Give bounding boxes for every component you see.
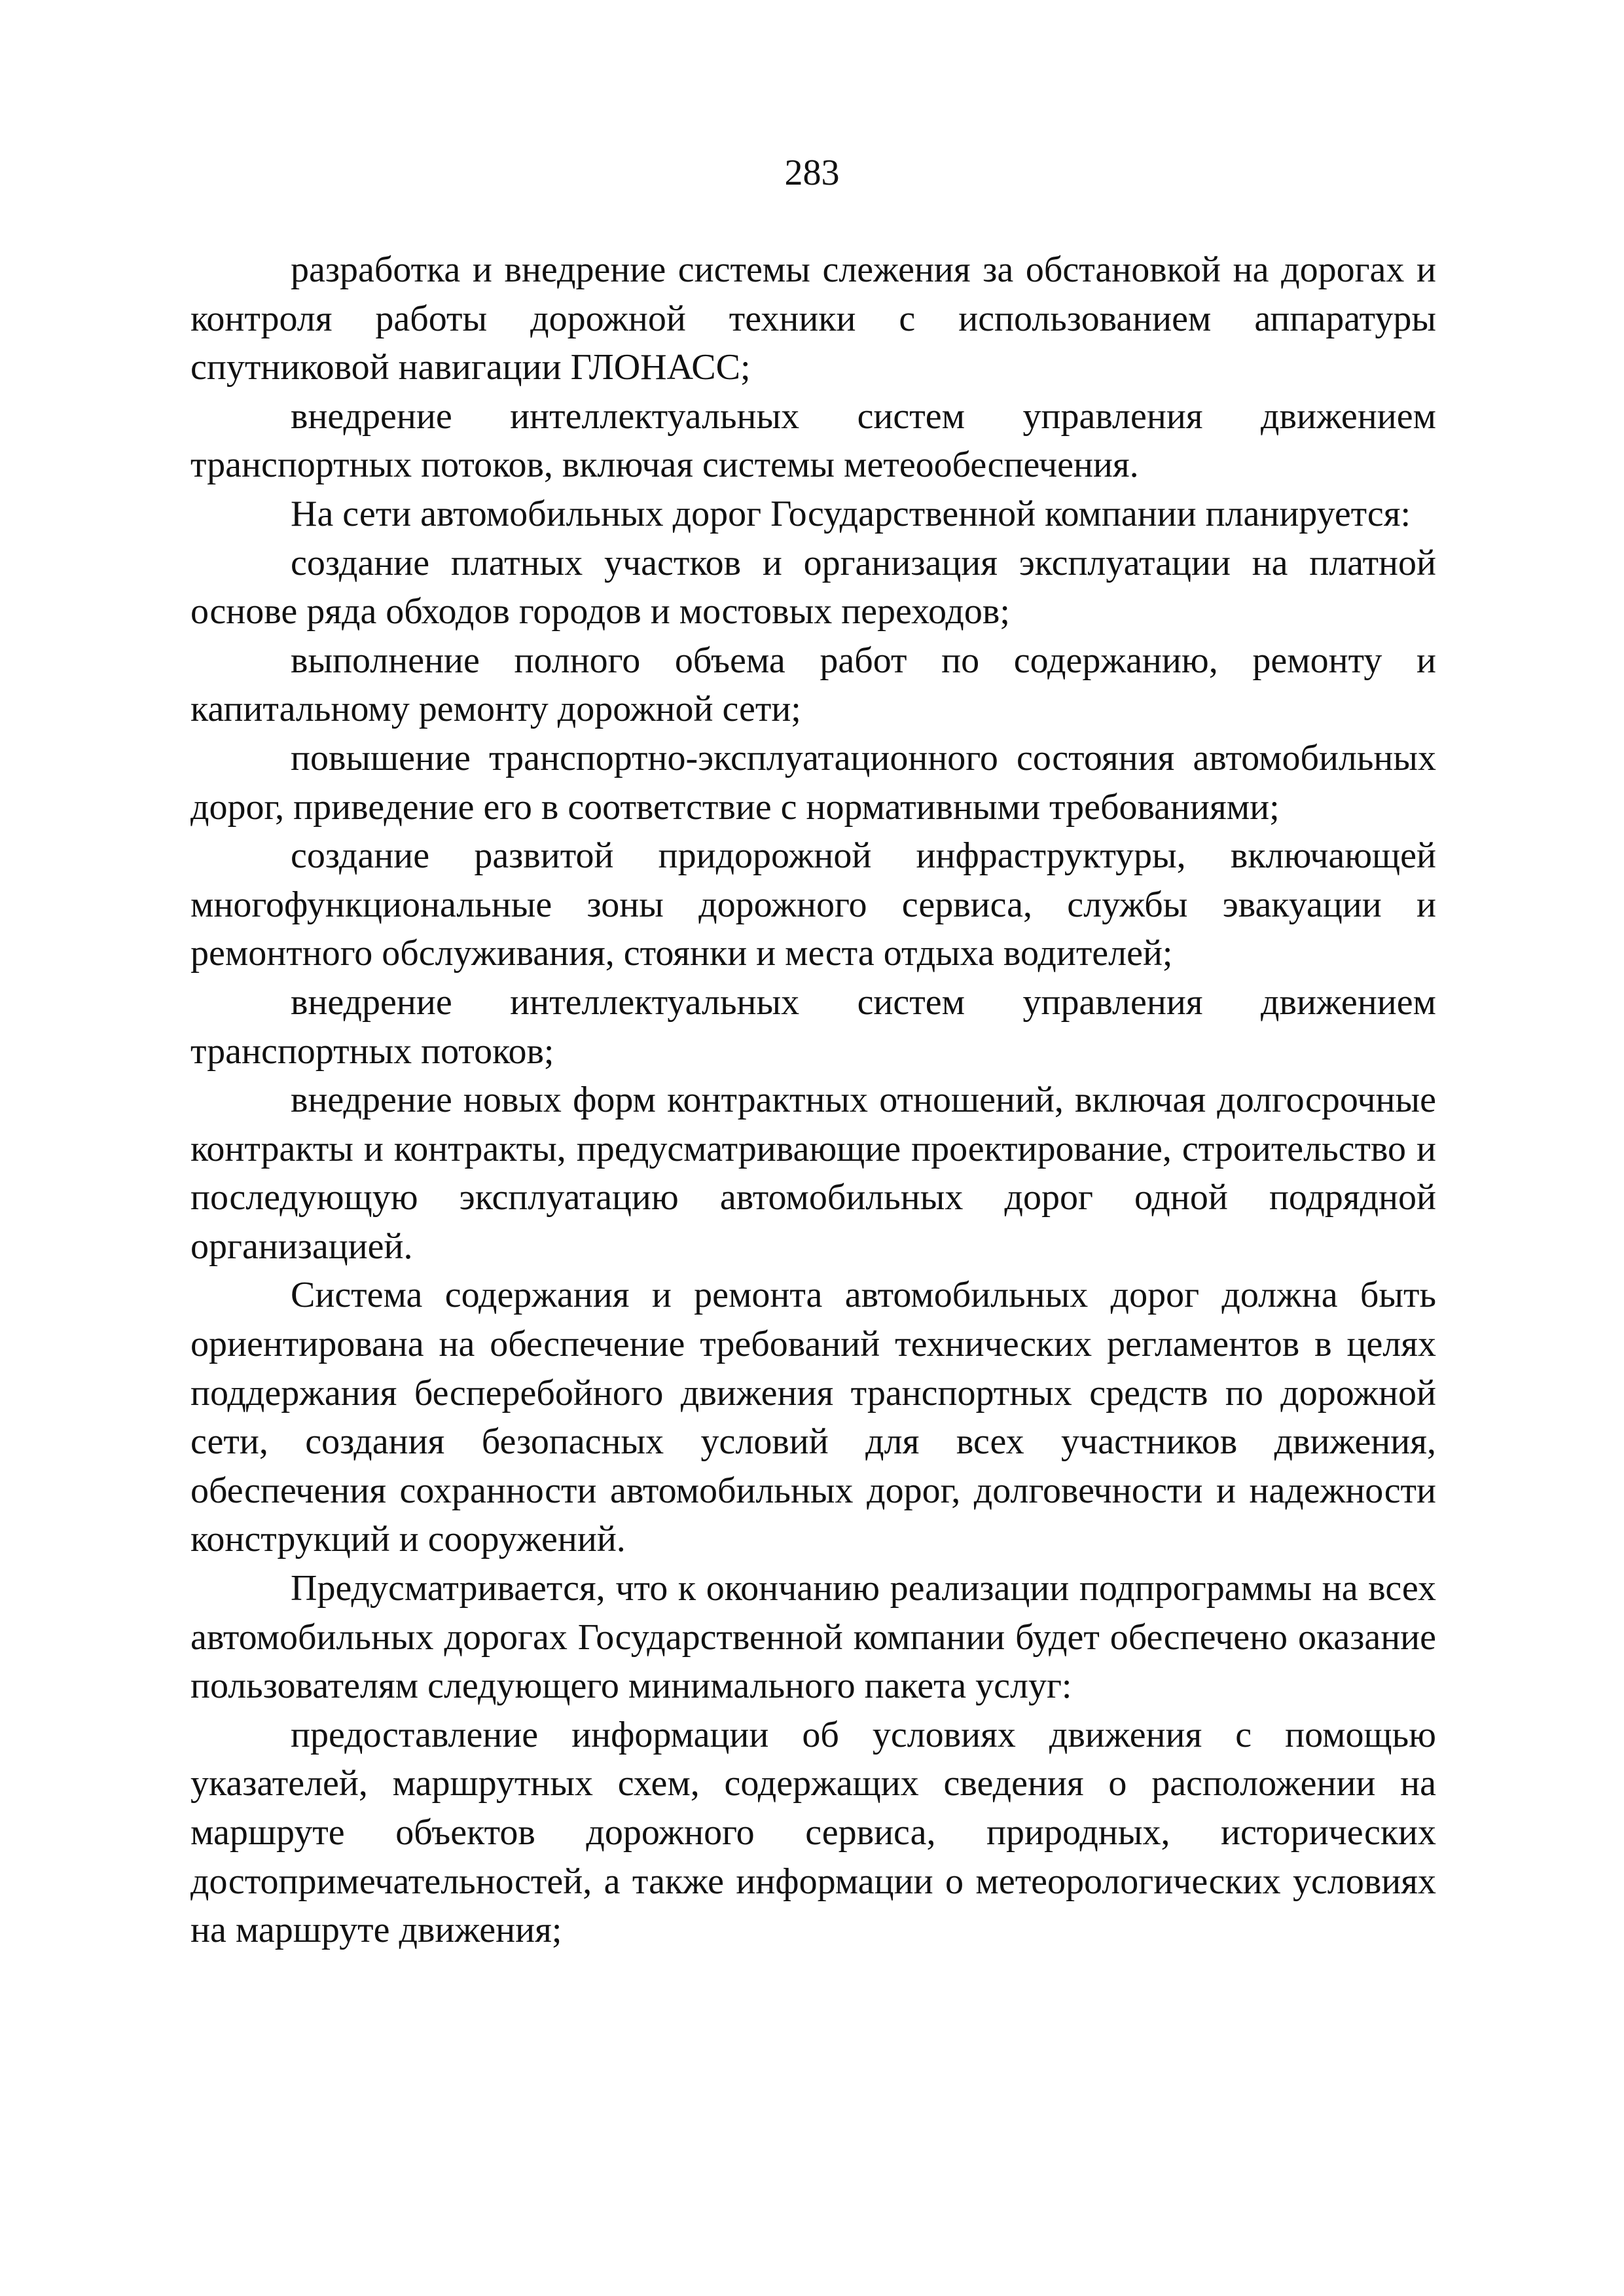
paragraph: выполнение полного объема работ по содержанию, ремонту и капитальному ремонту дорожной сети; [190,640,1436,730]
paragraph: Система содержания и ремонта автомобильных дорог должна быть ориентирована на обеспечение требований технических регламентов в целях поддержания бесперебойного движения транспортных средств по дорожной сети, создания безопасных условий для всех участников движения, обеспечения сохранности автомобильных дорог, долговечности и надежности конструкций и сооружений. [190,1275,1436,1560]
paragraph: внедрение новых форм контрактных отношений, включая долгосрочные контракты и контракты, предусматривающие проектирование, строительство и последующую эксплуатацию автомобильных дорог одной подрядной организацией. [190,1080,1436,1267]
paragraph: повышение транспортно-эксплуатационного состояния автомобильных дорог, приведение его в соответствие с нормативными требованиями; [190,737,1436,828]
paragraph: создание развитой придорожной инфраструктуры, включающей многофункциональные зоны дорожного сервиса, службы эвакуации и ремонтного обслуживания, стоянки и места отдыха водителей; [190,835,1436,974]
paragraph: разработка и внедрение системы слежения за обстановкой на дорогах и контроля работы дорожной техники с использованием аппаратуры спутниковой навигации ГЛОНАСС; [190,249,1436,388]
document-body [190,246,1436,1955]
paragraph: внедрение интеллектуальных систем управления движением транспортных потоков; [190,981,1436,1072]
paragraph: внедрение интеллектуальных систем управления движением транспортных потоков, включая системы метеообеспечения. [190,395,1436,486]
page-number: 283 [784,153,840,193]
paragraph: предоставление информации об условиях движения с помощью указателей, маршрутных схем, содержащих сведения о расположении на маршруте объектов дорожного сервиса, природных, исторических достопримечательностей, а также информации о метеорологических условиях на маршруте движения; [190,1714,1436,1951]
paragraph: создание платных участков и организация эксплуатации на платной основе ряда обходов городов и мостовых переходов; [190,542,1436,632]
paragraph: Предусматривается, что к окончанию реализации подпрограммы на всех автомобильных дорогах Государственной компании будет обеспечено оказание пользователям следующего минимального пакета услуг: [190,1568,1436,1707]
paragraph: На сети автомобильных дорог Государственной компании планируется: [291,493,1411,534]
